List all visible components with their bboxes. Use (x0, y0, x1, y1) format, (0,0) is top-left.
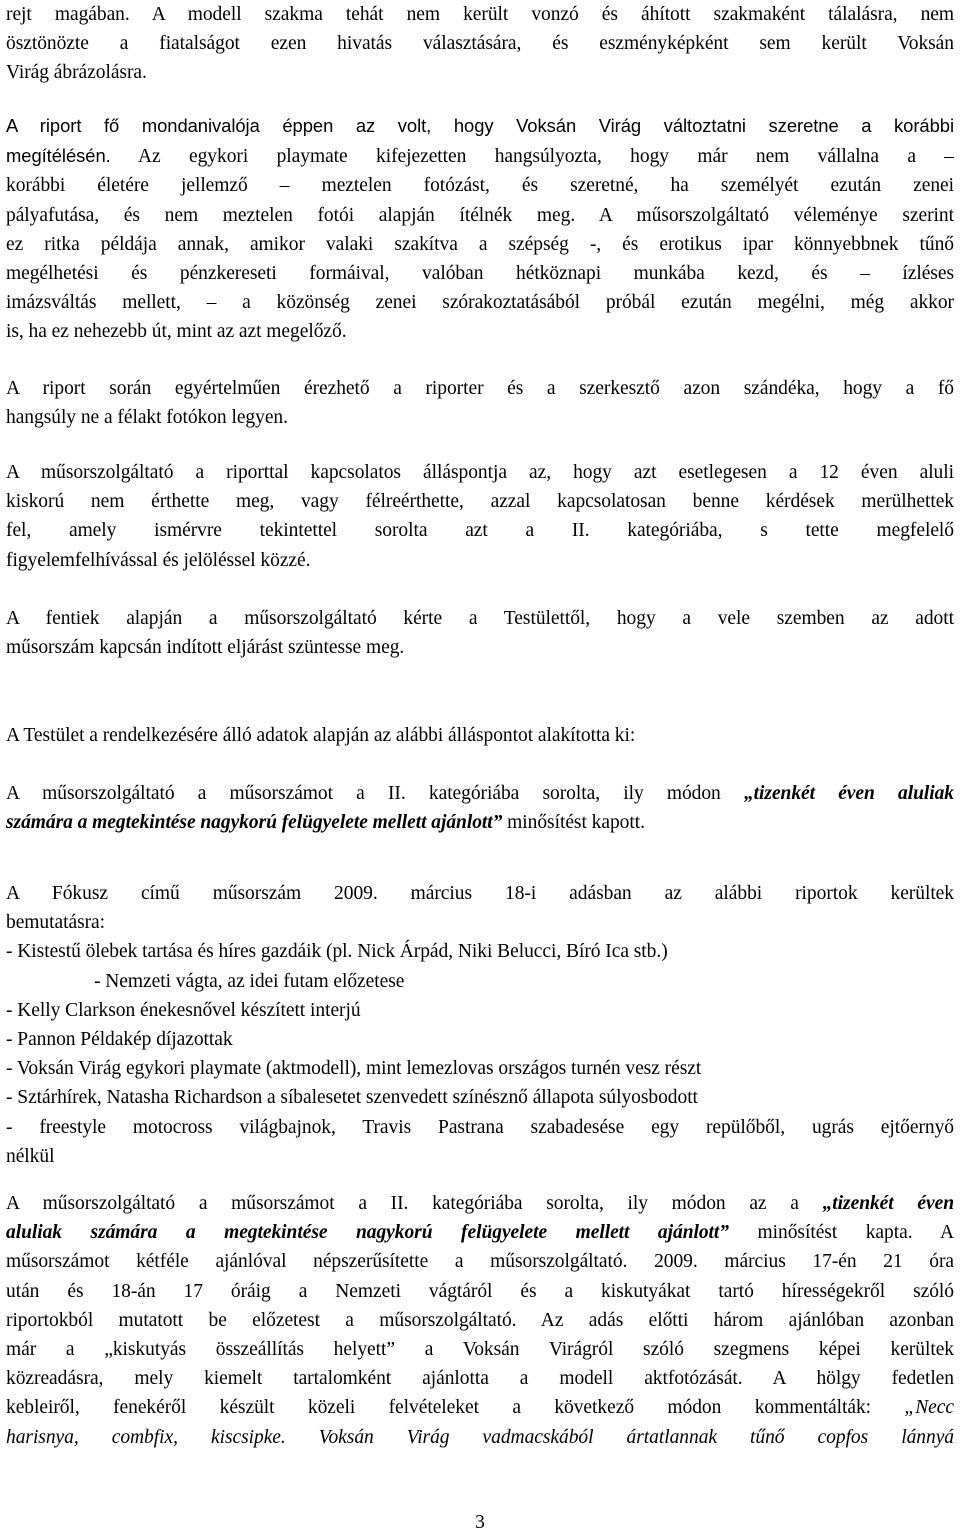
text-line: ösztönözte a fiatalságot ezen hivatás választására, és eszményképként sem került Voksán (6, 33, 954, 55)
paragraph-request (6, 604, 954, 662)
paragraph-report-message (6, 111, 954, 347)
text-run: megítélésén. (6, 145, 111, 167)
text-line: A Testület a rendelkezésére álló adatok alapján az alábbi álláspontot alakította ki: (6, 725, 636, 746)
text-line: fel, amely ismérvre tekintettel sorolta azt a II. kategóriába, s tette megfelelő (6, 520, 954, 542)
paragraph-trailers (6, 1189, 954, 1452)
text-line: műsorszámot kétféle ajánlóval népszerűsítette a műsorszolgáltató. 2009. március 17-én 21 óra (6, 1251, 954, 1273)
text-line: Virág ábrázolásra. (6, 62, 147, 84)
list-item: - Kistestű ölebek tartása és híres gazdáik (pl. Nick Árpád, Niki Belucci, Bíró Ica stb.) (6, 941, 668, 963)
text-run: pályafutása, és nem meztelen fotói alapján ítélnék meg. (6, 204, 576, 226)
paragraph-model-profession (6, 0, 954, 88)
text-line (6, 201, 954, 230)
paragraph-classification (6, 779, 954, 837)
text-line: rejt magában. A modell szakma tehát nem került vonzó és áhított szakmaként tálalásra, nem (6, 4, 954, 25)
text-line: figyelemfelhívással és jelöléssel közzé. (6, 549, 311, 571)
list-item: - freestyle motocross világbajnok, Travis Pastrana szabadesése egy repülőből, ugrás ejtőernyő (6, 1116, 954, 1138)
text-run: A riport fő mondanivalója éppen az volt, hogy Voksán Virág változtatni szeretne a korábbi (6, 115, 954, 136)
text-line: A Fókusz című műsorszám 2009. március 18-i adásban az alábbi riportok kerültek (6, 883, 954, 904)
text-line (6, 111, 954, 141)
paragraph-broadcaster-position (6, 458, 954, 575)
text-run: A műsorszolgáltató a műsorszámot a II. kategóriába sorolta, ily módon az a (6, 1193, 799, 1214)
text-run: kebleiről, fenekéről készült közeli felvételeket a következő módon kommentálták: (6, 1397, 872, 1419)
rating-quote: „tizenkét éven aluliak (743, 783, 955, 804)
text-line: bemutatásra: (6, 912, 106, 934)
text-line (6, 141, 954, 171)
text-line: közreadásra, mely kiemelt tartalomként ajánlotta a modell aktfotózását. A hölgy fedetlen (6, 1368, 954, 1390)
page-number: 3 (475, 1512, 485, 1533)
text-line: harisnya, combfix, kiscsipke. Voksán Virág vadmacskából ártatlannak tűnő copfos lánnyá (6, 1426, 954, 1448)
text-line: is, ha ez nehezebb út, mint az azt megelőző. (6, 321, 347, 343)
text-line: kiskorú nem érthette meg, vagy félreérthette, azzal kapcsolatosan benne kérdések merülhettek (6, 491, 954, 513)
text-line: megélhetési és pénzkereseti formáival, valóban hétköznapi munkába kezd, és – ízléses (6, 263, 954, 285)
rating-quote: aluliak számára a megtekintése nagykorú felügyelete mellett ajánlott” (6, 1222, 729, 1244)
text-line: után és 18-án 17 óráig a Nemzeti vágtáról és a kiskutyákat tartó hírességekről szóló (6, 1280, 954, 1302)
text-run: A műsorszolgáltató véleménye szerint (598, 204, 954, 226)
list-item: - Nemzeti vágta, az idei futam előzetese (94, 970, 405, 992)
text-line: korábbi életére jellemző – meztelen fotózást, és szeretné, ha személyét ezután zenei (6, 175, 954, 197)
text-line: műsorszám kapcsán indított eljárást szüntesse meg. (6, 637, 405, 659)
text-line (6, 1393, 954, 1422)
quote-italic: „Necc (904, 1397, 954, 1419)
text-line (6, 1189, 954, 1218)
list-item: - Sztárhírek, Natasha Richardson a síbalesetet szenvedett színésznő állapota súlyosbodott (6, 1087, 698, 1109)
text-line: A fentiek alapján a műsorszolgáltató kérte a Testülettől, hogy a vele szemben az adott (6, 608, 954, 629)
text-line (6, 808, 954, 837)
paragraph-reporter-intent (6, 374, 954, 432)
text-run: A műsorszolgáltató a műsorszámot a II. kategóriába sorolta, ily módon (6, 783, 721, 804)
rating-quote: számára a megtekintése nagykorú felügyelete mellett ajánlott” (6, 812, 503, 834)
text-line: hangsúly ne a félakt fotókon legyen. (6, 407, 288, 429)
text-run: Az egykori playmate kifejezetten hangsúlyozta, hogy már nem vállalna a – (138, 146, 955, 168)
text-line: riportokból mutatott be előzetest a műsorszolgáltató. Az adás előtti három ajánlóban azonban (6, 1309, 954, 1331)
text-line: A műsorszolgáltató a riporttal kapcsolatos álláspontja az, hogy azt esetlegesen a 12 éven aluli (6, 462, 954, 483)
list-item: - Pannon Példakép díjazottak (6, 1029, 233, 1051)
text-line (6, 779, 954, 808)
text-line: A riport során egyértelműen érezhető a riporter és a szerkesztő azon szándéka, hogy a fő (6, 378, 954, 399)
paragraph-board-statement (6, 721, 954, 750)
list-item: - Kelly Clarkson énekesnővel készített interjú (6, 999, 361, 1021)
text-line: imázsváltás mellett, – a közönség zenei szórakoztatásából próbál ezután megélni, még akkor (6, 292, 954, 314)
text-run: minősítést kapta. A (757, 1222, 954, 1244)
text-line: ez ritka példája annak, amikor valaki szakítva a szépség -, és erotikus ipar könnyebbnek tűnő (6, 233, 954, 255)
list-item: - Voksán Virág egykori playmate (aktmodell), mint lemezlovas országos turnén vesz részt (6, 1058, 702, 1080)
rating-quote: „tizenkét éven (822, 1193, 954, 1214)
text-line: már a „kiskutyás összeállítás helyett” a Voksán Virágról szóló szegmens képei kerültek (6, 1339, 954, 1361)
list-item: nélkül (6, 1145, 55, 1167)
text-line (6, 1218, 954, 1247)
text-run: minősítést kapott. (507, 812, 645, 834)
paragraph-program-contents (6, 879, 954, 1171)
